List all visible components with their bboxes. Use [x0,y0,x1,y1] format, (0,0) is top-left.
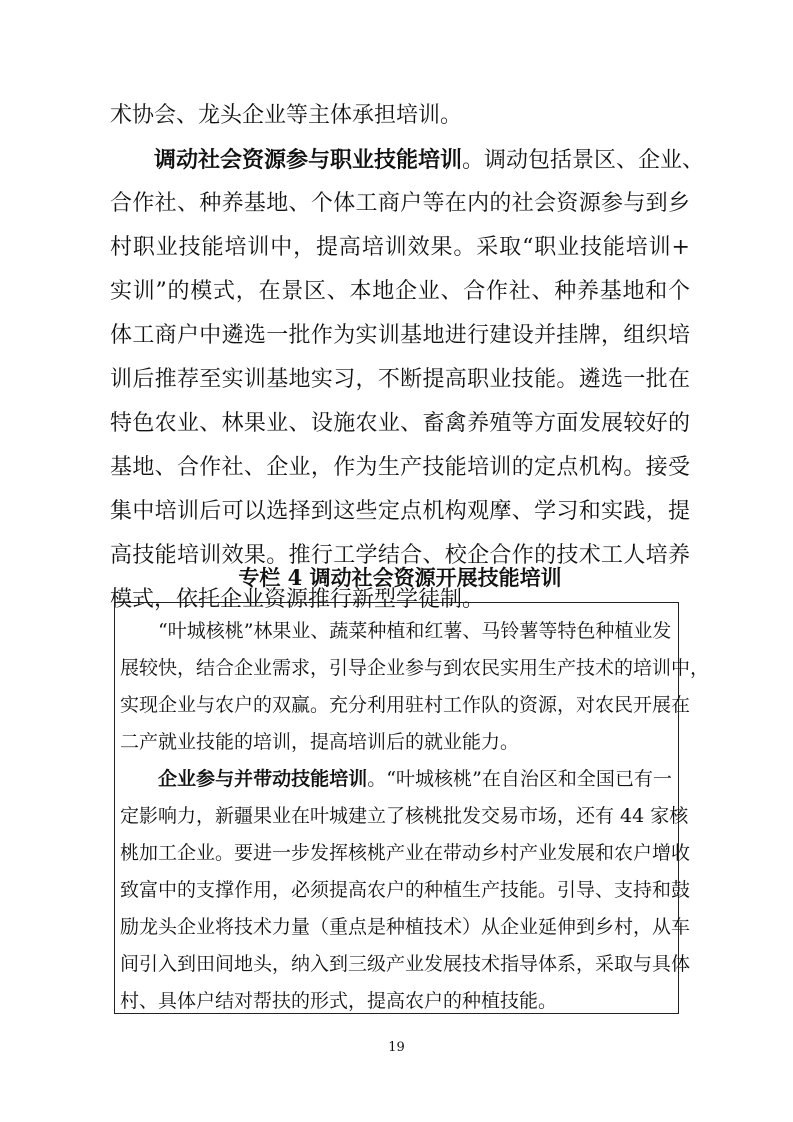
box-line-8: 致富中的支撑作用，必须提高农户的种植生产技能。引导、支持和鼓 [120,879,691,901]
box-line-7: 桃加工企业。要进一步发挥核桃产业在带动乡村产业发展和农户增收 [120,842,691,864]
body-line-5: 实训”的模式，在景区、本地企业、合作社、种养基地和个 [110,279,690,304]
box-line-3: 实现企业与农户的双赢。充分利用驻村工作队的资源，对农民开展在 [120,694,691,716]
section-heading-inline: 调动社会资源参与职业技能培训 [154,147,463,173]
box-line-2: 展较快，结合企业需求，引导企业参与到农民实用生产技术的培训中， [120,657,710,679]
box-line-11: 村、具体户结对帮扶的形式，提高农户的种植技能。 [120,990,558,1012]
box-line-10: 间引入到田间地头，纳入到三级产业发展技术指导体系，采取与具体 [120,953,691,975]
body-line-3: 合作社、种养基地、个体工商户等在内的社会资源参与到乡 [110,191,690,216]
body-line-8: 特色农业、林果业、设施农业、畜禽养殖等方面发展较好的 [110,411,690,436]
box-line-9: 励龙头企业将技术力量（重点是种植技术）从企业延伸到乡村，从车 [120,916,691,938]
body-line-2-rest: 。调动包括景区、企业、 [462,148,705,173]
box-line-1: “叶城核桃”林果业、蔬菜种植和红薯、马铃薯等特色种植业发 [158,620,672,642]
body-line-2 [110,145,705,175]
body-line-4: 村职业技能培训中，提高培训效果。采取“职业技能培训+ [110,235,690,260]
body-line-1: 术协会、龙头企业等主体承担培训。 [110,103,463,128]
body-line-12: 模式，依托企业资源推行新型学徒制。 [110,587,485,612]
body-line-7: 训后推荐至实训基地实习，不断提高职业技能。遴选一批在 [110,367,690,392]
body-line-6: 体工商户中遴选一批作为实训基地进行建设并挂牌，组织培 [110,323,690,348]
box-line-6: 定影响力，新疆果业在叶城建立了核桃批发交易市场，还有 44 家核 [120,805,689,827]
box-line-5: 企业参与并带动技能培训。“叶城核桃”在自治区和全国已有一 [158,768,672,790]
box-line-4: 二产就业技能的培训，提高培训后的就业能力。 [120,731,520,753]
page-number: 19 [388,1040,405,1055]
body-line-9: 基地、合作社、企业，作为生产技能培训的定点机构。接受 [110,455,690,480]
body-line-11: 高技能培训效果。推行工学结合、校企合作的技术工人培养 [110,543,690,568]
box-title: 专栏 4 调动社会资源开展技能培训 [238,565,562,590]
body-line-10: 集中培训后可以选择到这些定点机构观摩、学习和实践，提 [110,499,690,524]
box-subheading: 企业参与并带动技能培训 [158,768,368,790]
